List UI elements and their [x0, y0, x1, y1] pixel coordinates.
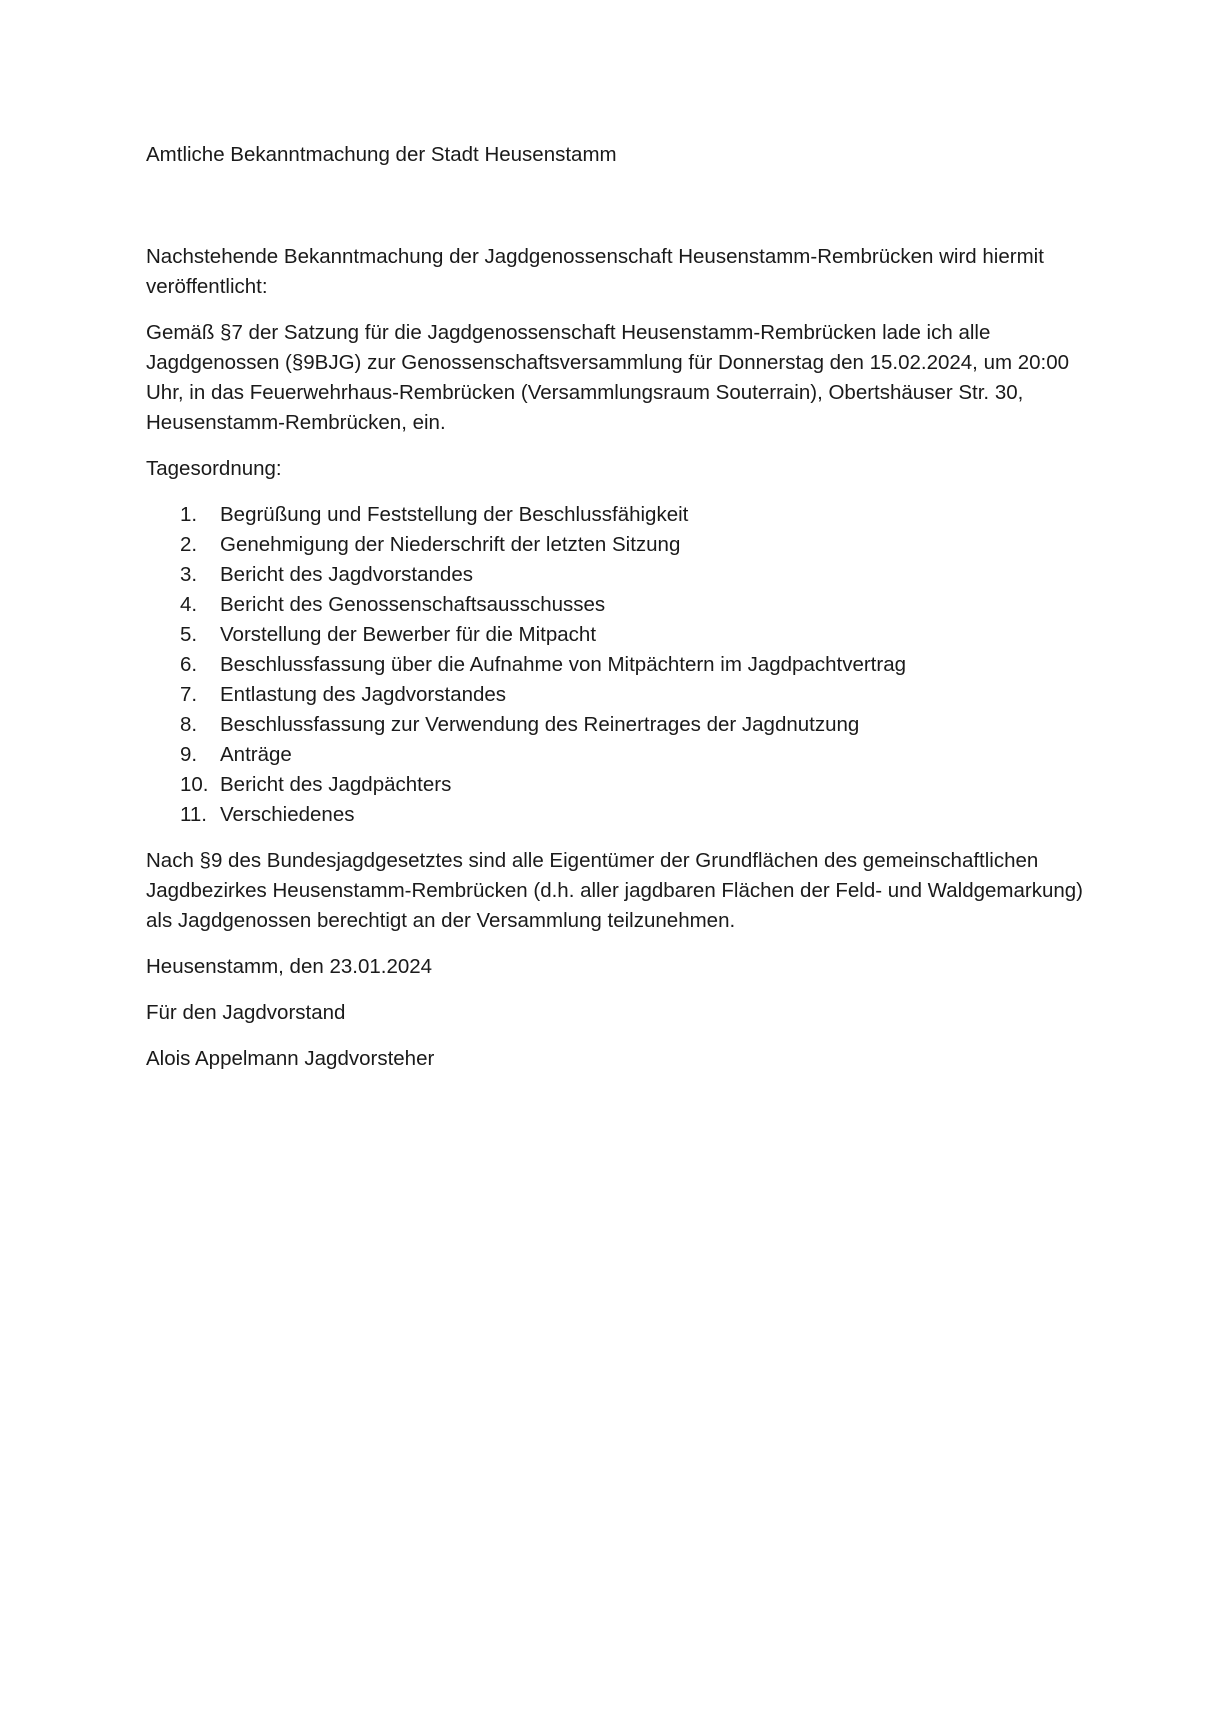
intro-paragraph: Nachstehende Bekanntmachung der Jagdgenossenschaft Heusenstamm-Rembrücken wird hiermit veröffentlicht:: [146, 245, 1044, 298]
agenda-item: [146, 710, 1086, 740]
agenda-item-text: Beschlussfassung über die Aufnahme von Mitpächtern im Jagdpachtvertrag: [220, 653, 906, 676]
document-page: [146, 140, 1086, 1090]
agenda-title: Tagesordnung:: [146, 457, 282, 480]
document-heading: Amtliche Bekanntmachung der Stadt Heusenstamm: [146, 143, 617, 166]
agenda-item-number: 5.: [180, 623, 198, 646]
agenda-item-text: Bericht des Genossenschaftsausschusses: [220, 593, 606, 616]
agenda-item-number: 7.: [180, 683, 198, 706]
agenda-item-text: Bericht des Jagdvorstandes: [220, 563, 473, 586]
agenda-item-number: 9.: [180, 743, 198, 766]
agenda-item-number: 1.: [180, 503, 198, 526]
agenda-item: [146, 770, 1086, 800]
agenda-item: [146, 500, 1086, 530]
invitation-paragraph: Gemäß §7 der Satzung für die Jagdgenossenschaft Heusenstamm-Rembrücken lade ich alle Jagdgenossen (§9BJG) zur Genossenschaftsversammlung für Donnerstag den 15.02.2024, um 20:00 Uhr, in das Feuerwehrhaus-Rembrücken (Versammlungsraum Souterrain), Obertshäuser Str. 30, Heusenstamm-Rembrücken, ein.: [146, 321, 1070, 434]
agenda-item-text: Begrüßung und Feststellung der Beschlussfähigkeit: [220, 503, 689, 526]
agenda-item: [146, 590, 1086, 620]
agenda-item: [146, 560, 1086, 590]
signatory-line: Alois Appelmann Jagdvorsteher: [146, 1047, 435, 1070]
agenda-list: [146, 500, 1086, 830]
agenda-item: [146, 620, 1086, 650]
agenda-item-text: Vorstellung der Bewerber für die Mitpacht: [220, 623, 597, 646]
agenda-item-text: Anträge: [220, 743, 292, 766]
agenda-item-text: Entlastung des Jagdvorstandes: [220, 683, 507, 706]
agenda-item: [146, 530, 1086, 560]
notice-paragraph: Nach §9 des Bundesjagdgesetztes sind alle Eigentümer der Grundflächen des gemeinschaftlichen Jagdbezirkes Heusenstamm-Rembrücken (d.h. aller jagdbaren Flächen der Feld- und Waldgemarkung) als Jagdgenossen berechtigt an der Versammlung teilzunehmen.: [146, 849, 1083, 932]
agenda-item: [146, 800, 1086, 830]
place-date: Heusenstamm, den 23.01.2024: [146, 955, 433, 978]
agenda-item-text: Beschlussfassung zur Verwendung des Reinertrages der Jagdnutzung: [220, 713, 860, 736]
agenda-item-number: 10.: [180, 773, 209, 796]
agenda-item-number: 8.: [180, 713, 198, 736]
agenda-item-number: 3.: [180, 563, 198, 586]
agenda-item: [146, 680, 1086, 710]
agenda-item-number: 6.: [180, 653, 198, 676]
agenda-item-text: Verschiedenes: [220, 803, 355, 826]
on-behalf-line: Für den Jagdvorstand: [146, 1001, 346, 1024]
agenda-item-text: Bericht des Jagdpächters: [220, 773, 452, 796]
agenda-item-number: 4.: [180, 593, 198, 616]
agenda-item-number: 2.: [180, 533, 198, 556]
agenda-item-number: 11.: [180, 803, 207, 826]
agenda-item: [146, 740, 1086, 770]
agenda-item: [146, 650, 1086, 680]
agenda-item-text: Genehmigung der Niederschrift der letzten Sitzung: [220, 533, 681, 556]
